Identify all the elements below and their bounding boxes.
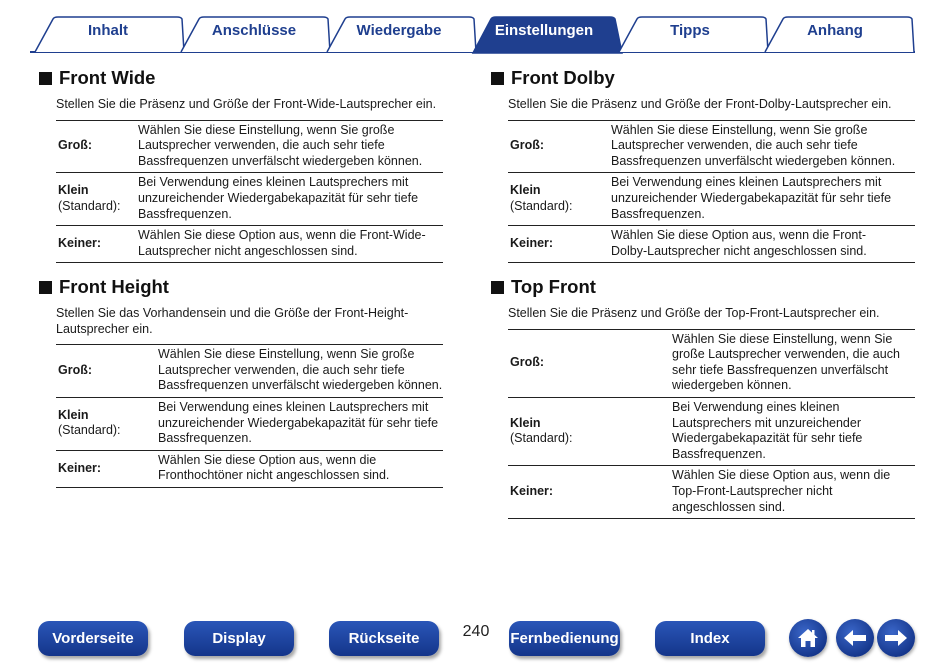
option-description: Bei Verwendung eines kleinen Lautsprechers mit unzureichender Wiedergabekapazität für sehr tiefe Bassfrequenzen. bbox=[158, 399, 439, 446]
arrow-left-icon bbox=[842, 628, 868, 648]
option-table bbox=[56, 120, 443, 264]
option-description: Wählen Sie diese Option aus, wenn die Front-Dolby-Lautsprecher nicht angeschlossen sind. bbox=[611, 228, 867, 258]
option-key: Keiner: bbox=[58, 460, 102, 475]
remote-control-button[interactable]: Fernbedienung bbox=[509, 621, 620, 656]
option-row-gross bbox=[56, 121, 443, 174]
tab-wiedergabe[interactable]: Wiedergabe bbox=[356, 22, 442, 39]
page-number: 240 bbox=[462, 623, 490, 640]
chapter-tabs bbox=[0, 0, 950, 56]
option-key: Klein (Standard): bbox=[510, 415, 573, 446]
section-title: Front Wide bbox=[59, 67, 156, 88]
option-row-klein bbox=[508, 398, 915, 466]
tab-inhalt[interactable]: Inhalt bbox=[88, 22, 128, 39]
option-key: Keiner: bbox=[58, 235, 102, 250]
option-description: Wählen Sie diese Einstellung, wenn Sie große Lautsprecher verwenden, die auch sehr tiefe Bassfrequenzen unverfälscht wiedergeben können. bbox=[611, 122, 896, 168]
home-icon bbox=[796, 627, 820, 649]
option-description: Bei Verwendung eines kleinen Lautsprechers mit unzureichender Wiedergabekapazität für sehr tiefe Bassfrequenzen. bbox=[672, 399, 863, 461]
option-key: Keiner: bbox=[510, 235, 554, 250]
back-arrow-button[interactable] bbox=[836, 619, 874, 657]
option-key: Groß: bbox=[58, 138, 93, 153]
section-description: Stellen Sie die Präsenz und Größe der Front-Dolby-Lautsprecher ein. bbox=[508, 97, 892, 111]
arrow-right-icon bbox=[883, 628, 909, 648]
square-bullet-icon bbox=[39, 72, 52, 85]
option-description: Wählen Sie diese Einstellung, wenn Sie große Lautsprecher verwenden, die auch sehr tiefe Bassfrequenzen unverfälscht wiedergeben können. bbox=[672, 331, 900, 393]
option-row-gross bbox=[508, 330, 915, 398]
section-heading bbox=[38, 67, 443, 89]
option-row-keiner bbox=[508, 466, 915, 519]
option-description: Wählen Sie diese Option aus, wenn die Front-Wide-Lautsprecher nicht angeschlossen sind. bbox=[138, 228, 426, 258]
section-title: Front Height bbox=[59, 276, 169, 297]
back-page-button[interactable]: Rückseite bbox=[329, 621, 439, 656]
option-key: Groß: bbox=[510, 138, 545, 153]
tab-anhang[interactable]: Anhang bbox=[807, 22, 863, 39]
option-key: Klein (Standard): bbox=[58, 407, 121, 438]
home-button[interactable] bbox=[789, 619, 827, 657]
option-row-gross bbox=[56, 345, 443, 398]
forward-arrow-button[interactable] bbox=[877, 619, 915, 657]
option-key: Klein (Standard): bbox=[58, 183, 121, 213]
option-description: Wählen Sie diese Option aus, wenn die Top-Front-Lautsprecher nicht angeschlossen sind. bbox=[672, 468, 891, 514]
tab-einstellungen[interactable]: Einstellungen bbox=[494, 22, 594, 39]
option-row-keiner bbox=[56, 451, 443, 488]
option-table bbox=[508, 120, 915, 264]
option-row-klein bbox=[56, 173, 443, 226]
section-heading bbox=[38, 276, 443, 298]
square-bullet-icon bbox=[491, 72, 504, 85]
option-key: Keiner: bbox=[510, 483, 554, 498]
option-row-keiner bbox=[508, 226, 915, 263]
section-front-height bbox=[38, 276, 443, 488]
section-front-wide bbox=[38, 67, 443, 263]
section-title: Front Dolby bbox=[511, 67, 615, 88]
section-top-front bbox=[490, 276, 915, 519]
square-bullet-icon bbox=[39, 281, 52, 294]
option-description: Wählen Sie diese Einstellung, wenn Sie große Lautsprecher verwenden, die auch sehr tiefe Bassfrequenzen unverfälscht wiedergeben können. bbox=[158, 347, 443, 393]
display-button[interactable]: Display bbox=[184, 621, 294, 656]
option-table bbox=[508, 329, 915, 520]
square-bullet-icon bbox=[491, 281, 504, 294]
section-title: Top Front bbox=[511, 276, 596, 297]
option-description: Wählen Sie diese Option aus, wenn die Fronthochtöner nicht angeschlossen sind. bbox=[158, 452, 390, 483]
section-heading bbox=[490, 276, 915, 298]
section-description: Stellen Sie die Präsenz und Größe der Top-Front-Lautsprecher ein. bbox=[508, 306, 880, 320]
option-description: Bei Verwendung eines kleinen Lautsprechers mit unzureichender Wiedergabekapazität für sehr tiefe Bassfrequenzen. bbox=[138, 175, 419, 221]
option-key: Groß: bbox=[510, 354, 545, 369]
option-key: Groß: bbox=[58, 362, 93, 377]
option-table bbox=[56, 344, 443, 488]
option-row-klein bbox=[508, 173, 915, 226]
option-row-keiner bbox=[56, 226, 443, 263]
section-heading bbox=[490, 67, 915, 89]
section-description: Stellen Sie das Vorhandensein und die Größe der Front-Height-Lautsprecher ein. bbox=[56, 306, 409, 336]
index-button[interactable]: Index bbox=[655, 621, 765, 656]
section-front-dolby bbox=[490, 67, 915, 263]
option-key: Klein (Standard): bbox=[510, 183, 573, 213]
section-description: Stellen Sie die Präsenz und Größe der Front-Wide-Lautsprecher ein. bbox=[56, 97, 437, 111]
tab-tipps[interactable]: Tipps bbox=[670, 22, 710, 39]
front-page-button[interactable]: Vorderseite bbox=[38, 621, 148, 656]
option-row-gross bbox=[508, 121, 915, 174]
option-row-klein bbox=[56, 398, 443, 451]
option-description: Bei Verwendung eines kleinen Lautsprechers mit unzureichender Wiedergabekapazität für sehr tiefe Bassfrequenzen. bbox=[611, 175, 892, 221]
option-description: Wählen Sie diese Einstellung, wenn Sie große Lautsprecher verwenden, die auch sehr tiefe Bassfrequenzen unverfälscht wiedergeben können. bbox=[138, 122, 423, 168]
tab-anschluesse[interactable]: Anschlüsse bbox=[211, 22, 297, 39]
